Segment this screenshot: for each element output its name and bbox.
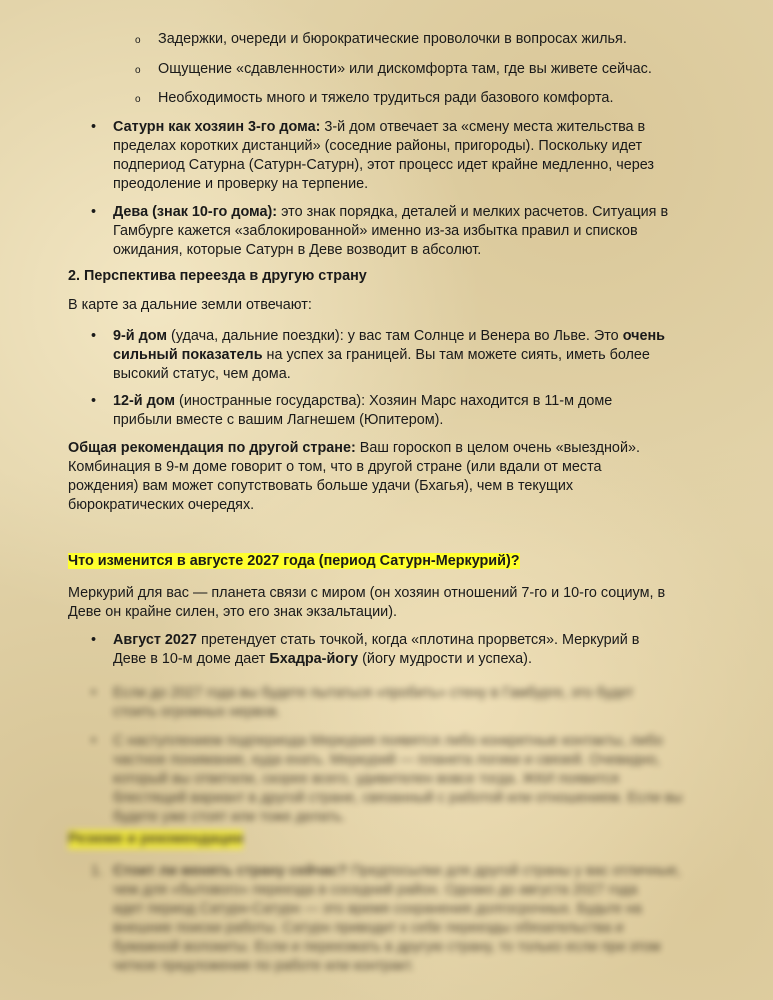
item-text: ожидания, которые Сатурн в Деве возводит в абсолют. — [113, 242, 482, 258]
paragraph-text: Меркурий для вас — планета связи с миром (он хозяин отношений 7-го и 10-го социум, в — [68, 585, 666, 601]
list-item-august — [113, 631, 713, 669]
blurred-line: С наступлением подпериода Меркурия появятся либо конкретные контакты, либо — [113, 733, 663, 749]
item-term: Дева (знак 10-го дома): — [113, 204, 278, 220]
item-text: это знак порядка, деталей и мелких расчетов. Ситуация в — [277, 204, 669, 220]
blurred-line: частное понимание, куда ехать. Меркурий — планета логики и связей. Очевидно, — [113, 752, 661, 768]
list-item-house-12 — [113, 392, 713, 430]
list-item-virgo — [113, 203, 713, 260]
paragraph-text: Комбинация в 9-м доме говорит о том, что в другой стране (или вдали от места — [68, 459, 602, 475]
paragraph-text: Ваш гороскоп в целом очень «выездной». — [355, 440, 640, 456]
item-emphasis: сильный показатель — [113, 347, 263, 363]
blurred-line: чем для «бытового» переезда в соседний район. Однако до августа 2027 года — [113, 882, 638, 898]
list-item-saturn — [113, 118, 713, 194]
sub-bullet-icon: o — [135, 35, 141, 46]
bullet-icon: • — [91, 733, 97, 749]
blurred-line: который вы ответили, скорее всего, удивителен вовсе тогда. ЖКИ появится — [113, 771, 620, 787]
item-text: 3-й дом отвечает за «смену места жительства в — [320, 119, 646, 135]
recommendation-label: Общая рекомендация по другой стране: — [68, 440, 356, 456]
item-text: преодоление и проверку на терпение. — [113, 176, 369, 192]
number-icon: 1. — [91, 863, 104, 879]
item-text: (удача, дальние поездки) — [167, 328, 340, 344]
item-text: пределах коротких дистанций» (соседние районы, пригороды). Поскольку идет — [113, 138, 643, 154]
heading-text: Что изменится в августе 2027 года (период Сатурн-Меркурий)? — [68, 553, 520, 569]
item-text: претендует стать точкой, когда «плотина прорвется». Меркурий в — [196, 632, 640, 648]
item-term: 9-й дом — [113, 328, 168, 344]
blurred-line — [113, 862, 693, 881]
blurred-heading: Резюме и рекомендации — [68, 831, 244, 847]
paragraph-text: бюрократических очередях. — [68, 497, 255, 513]
recommendation-paragraph — [68, 439, 708, 515]
bullet-icon: • — [91, 632, 97, 648]
sub-bullet-icon: o — [135, 94, 141, 105]
item-text: : у вас там Солнце и Венера во Льве. Это — [339, 328, 623, 344]
item-term: Сатурн как хозяин 3-го дома: — [113, 119, 321, 135]
blurred-bold: Стоит ли менять страну сейчас? — [113, 863, 348, 879]
paragraph-text: Деве он крайне силен, это его знак экзальтации). — [68, 604, 398, 620]
item-text: (иностранные государства) — [175, 393, 362, 409]
highlighted-heading — [68, 552, 520, 571]
blurred-line: будете уже стоят или тоже делать. — [113, 809, 346, 825]
item-emphasis: Бхадра-йогу — [269, 651, 359, 667]
item-text: прибыли вместе с вашим Лагнешем (Юпитером). — [113, 412, 444, 428]
item-term: Август 2027 — [113, 632, 197, 648]
paragraph-mercury — [68, 584, 708, 622]
item-text: Деве в 10-м доме дает — [113, 651, 270, 667]
item-term: 12-й дом — [113, 393, 176, 409]
bullet-icon: • — [91, 204, 97, 220]
sub-item: Ощущение «сдавленности» или дискомфорта там, где вы живете сейчас. — [158, 61, 652, 77]
bullet-icon: • — [91, 393, 97, 409]
item-text: подпериод Сатурна (Сатурн-Сатурн), этот процесс идет крайне медленно, через — [113, 157, 655, 173]
blurred-line: четкое предложение по работе или контракт. — [113, 958, 415, 974]
paragraph: В карте за дальние земли отвечают: — [68, 297, 312, 313]
item-text: на успех за границей. Вы там можете сиять, иметь более — [262, 347, 650, 363]
blurred-text: Предпосылки для другой страны у вас отличные, — [347, 863, 681, 879]
blurred-line: идет период Сатурн-Сатурн — это время сохранения долгосрочных. Будьте на — [113, 901, 642, 917]
item-text: высокий статус, чем дома. — [113, 366, 291, 382]
item-emphasis: очень — [622, 328, 666, 344]
sub-bullet-icon: o — [135, 65, 141, 76]
list-item-house-9 — [113, 327, 713, 384]
bullet-icon: • — [91, 685, 97, 701]
blurred-line: внешние поиски работы. Сатурн приводит к себе переезды обязательства и — [113, 920, 624, 936]
bullet-icon: • — [91, 119, 97, 135]
blurred-line: бумажной волокиты. Если и переезжать в другую страну, то только если при этом — [113, 939, 661, 955]
item-text: : Хозяин Марс находится в 11-м доме — [361, 393, 613, 409]
blurred-line: стоить огромных нервов. — [113, 704, 281, 720]
blurred-line: блестящий вариант в другой стране, связанный с работой или отношением. Если вы — [113, 790, 683, 806]
section-heading: 2. Перспектива переезда в другую страну — [68, 268, 367, 284]
sub-item: Задержки, очереди и бюрократические проволочки в вопросах жилья. — [158, 31, 627, 47]
bullet-icon: • — [91, 328, 97, 344]
paragraph-text: рождения) вам может сопутствовать больше удачи (Бхагья), чем в текущих — [68, 478, 574, 494]
blurred-content — [0, 672, 773, 1000]
item-text: Гамбурге кажется «заблокированной» именно из-за избытка правил и списков — [113, 223, 638, 239]
sub-item: Необходимость много и тяжело трудиться ради базового комфорта. — [158, 90, 614, 106]
item-text: (йогу мудрости и успеха). — [358, 651, 532, 667]
blurred-line: Если до 2027 года вы будете пытаться «пробить» стену в Гамбурге, это будет — [113, 685, 634, 701]
